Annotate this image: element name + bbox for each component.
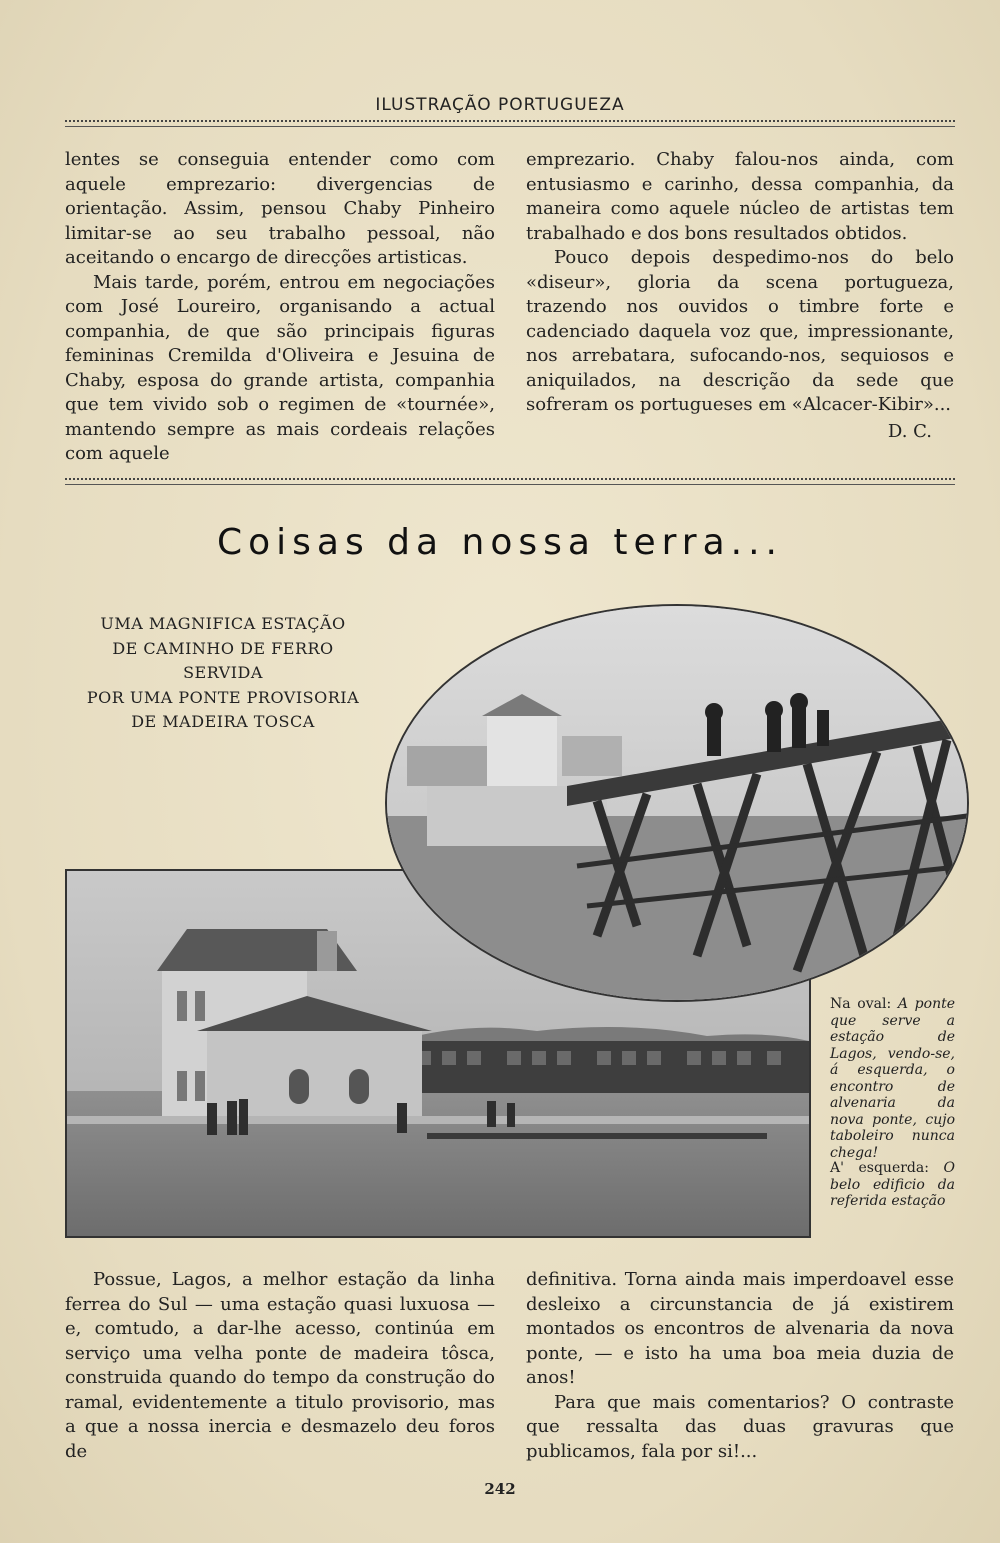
caption-text: A ponte que serve a estação de Lagos, vendo-se, á esquerda, o encontro de alvenaria da nova ponte, cujo taboleiro nunca chega! — [830, 996, 955, 1161]
subhead-line: DE CAMINHO DE FERRO — [112, 638, 334, 658]
page-header: ILUSTRAÇÃO PORTUGUEZA — [375, 95, 625, 115]
subhead-line: POR UMA PONTE PROVISORIA — [86, 687, 360, 707]
caption-lead: A' esquerda: — [830, 1160, 929, 1176]
top-article-right-column — [526, 148, 954, 444]
page-number: 242 — [484, 1480, 516, 1498]
section-divider — [65, 478, 955, 485]
subhead-line: UMA MAGNIFICA ESTAÇÃO — [100, 614, 346, 633]
oval-photo-caption — [830, 996, 955, 1161]
paragraph: emprezario. Chaby falou-nos ainda, com entusiasmo e carinho, dessa companhia, da maneira como aquele núcleo de artistas tem trabalhado e dos bons resultados obtidos. — [526, 149, 954, 244]
header-divider — [65, 120, 955, 127]
paragraph: lentes se conseguia entender como com aquele emprezario: divergencias de orientação. Assim, pensou Chaby Pinheiro limitar-se ao seu trabalho pessoal, não aceitando o encargo de direcções artisticas. — [65, 149, 495, 268]
subhead-line: SERVIDA — [183, 663, 263, 682]
paragraph: Mais tarde, porém, entrou em negociações com José Loureiro, organisando a actual companhia, de que são principais figuras femininas Cremilda d'Oliveira e Jesuina de Chaby, esposa do grande artista, companhia que tem vivido sob o regimen de «tournée», mantendo sempre as mais cordeais relações com aquele — [65, 271, 495, 464]
paragraph: Pouco depois despedimo-nos do belo «diseur», gloria da scena portugueza, trazendo nos ouvidos o timbre forte e cadenciado daquela voz que, impressionante, nos arrebatara, sufocando-nos, sequiosos e aniquilados, na descrição da sede que sofreram os portugueses em «Alcacer-Kibir»... — [526, 247, 954, 415]
paragraph: definitiva. Torna ainda mais imperdoavel esse desleixo a circunstancia de já existirem montados os encontros de alvenaria da nova ponte, — e isto ha uma boa meia duzia de anos! — [526, 1269, 954, 1388]
section-title: Coisas da nossa terra... — [216, 522, 783, 563]
caption-lead: Na oval: — [830, 996, 892, 1012]
author-signature: D. C. — [887, 420, 932, 442]
left-photo-caption — [830, 1160, 955, 1210]
subhead-line: DE MADEIRA TOSCA — [131, 712, 315, 731]
caption-text: O belo edificio da referida estação — [830, 1160, 955, 1209]
bottom-article-left-column — [65, 1268, 495, 1464]
section-subhead — [78, 612, 368, 735]
paragraph: Para que mais comentarios? O contraste que ressalta das duas gravuras que publicamos, fala por si!... — [526, 1391, 954, 1462]
paragraph: Possue, Lagos, a melhor estação da linha ferrea do Sul — uma estação quasi luxuosa — e, comtudo, a dar-lhe acesso, continúa em serviço uma velha ponte de madeira tôsca, construida quando do tempo da construção do ramal, evidentemente a titulo provisorio, mas a que a nossa inercia e desmazelo deu foros de — [65, 1269, 495, 1462]
bottom-article-right-column — [526, 1268, 954, 1464]
wooden-bridge-oval-photo — [385, 604, 969, 1002]
top-article-left-column — [65, 148, 495, 467]
